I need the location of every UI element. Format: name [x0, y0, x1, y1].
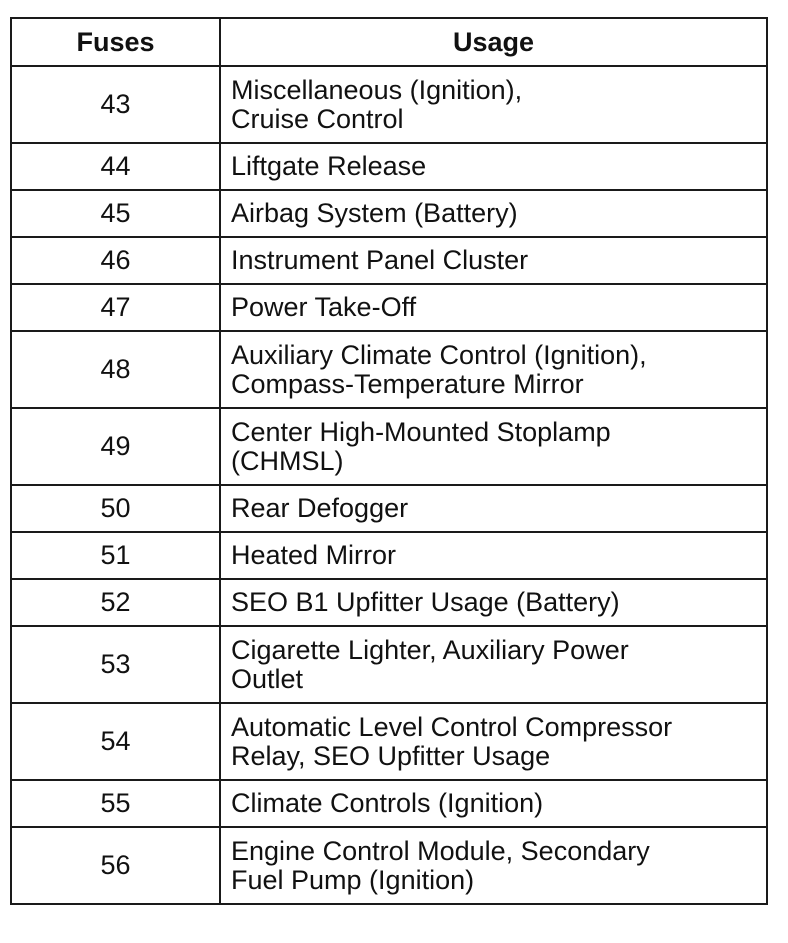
fuse-usage: SEO B1 Upfitter Usage (Battery)	[220, 579, 767, 626]
fuse-number: 53	[11, 626, 220, 703]
fuse-usage: Cigarette Lighter, Auxiliary Power Outlet	[220, 626, 767, 703]
fuse-usage: Automatic Level Control Compressor Relay, SEO Upfitter Usage	[220, 703, 767, 780]
fuse-number: 43	[11, 66, 220, 143]
fuse-number: 56	[11, 827, 220, 904]
usage-column-header: Usage	[220, 18, 767, 66]
fuse-number: 46	[11, 237, 220, 284]
table-row	[11, 579, 767, 626]
table-row	[11, 532, 767, 579]
table-row	[11, 237, 767, 284]
fuses-column-header: Fuses	[11, 18, 220, 66]
fuse-usage: Climate Controls (Ignition)	[220, 780, 767, 827]
fuse-usage: Center High-Mounted Stoplamp (CHMSL)	[220, 408, 767, 485]
fuse-number: 49	[11, 408, 220, 485]
table-row	[11, 780, 767, 827]
table-row	[11, 827, 767, 904]
fuse-usage: Power Take-Off	[220, 284, 767, 331]
fuse-number: 45	[11, 190, 220, 237]
fuse-usage-table	[10, 17, 768, 905]
fuse-usage: Liftgate Release	[220, 143, 767, 190]
fuse-usage: Instrument Panel Cluster	[220, 237, 767, 284]
fuse-number: 44	[11, 143, 220, 190]
fuse-number: 52	[11, 579, 220, 626]
table-header-row	[11, 18, 767, 66]
table-row	[11, 331, 767, 408]
fuse-usage: Auxiliary Climate Control (Ignition), Compass-Temperature Mirror	[220, 331, 767, 408]
table-row	[11, 485, 767, 532]
table-row	[11, 408, 767, 485]
fuse-number: 54	[11, 703, 220, 780]
fuse-number: 55	[11, 780, 220, 827]
table-row	[11, 66, 767, 143]
fuse-usage: Engine Control Module, Secondary Fuel Pump (Ignition)	[220, 827, 767, 904]
fuse-usage: Rear Defogger	[220, 485, 767, 532]
fuse-usage: Heated Mirror	[220, 532, 767, 579]
fuse-usage: Airbag System (Battery)	[220, 190, 767, 237]
fuse-number: 51	[11, 532, 220, 579]
fuse-number: 48	[11, 331, 220, 408]
fuse-number: 50	[11, 485, 220, 532]
fuse-number: 47	[11, 284, 220, 331]
table-row	[11, 703, 767, 780]
table-row	[11, 143, 767, 190]
table-row	[11, 284, 767, 331]
fuse-usage: Miscellaneous (Ignition), Cruise Control	[220, 66, 767, 143]
table-row	[11, 190, 767, 237]
table-row	[11, 626, 767, 703]
